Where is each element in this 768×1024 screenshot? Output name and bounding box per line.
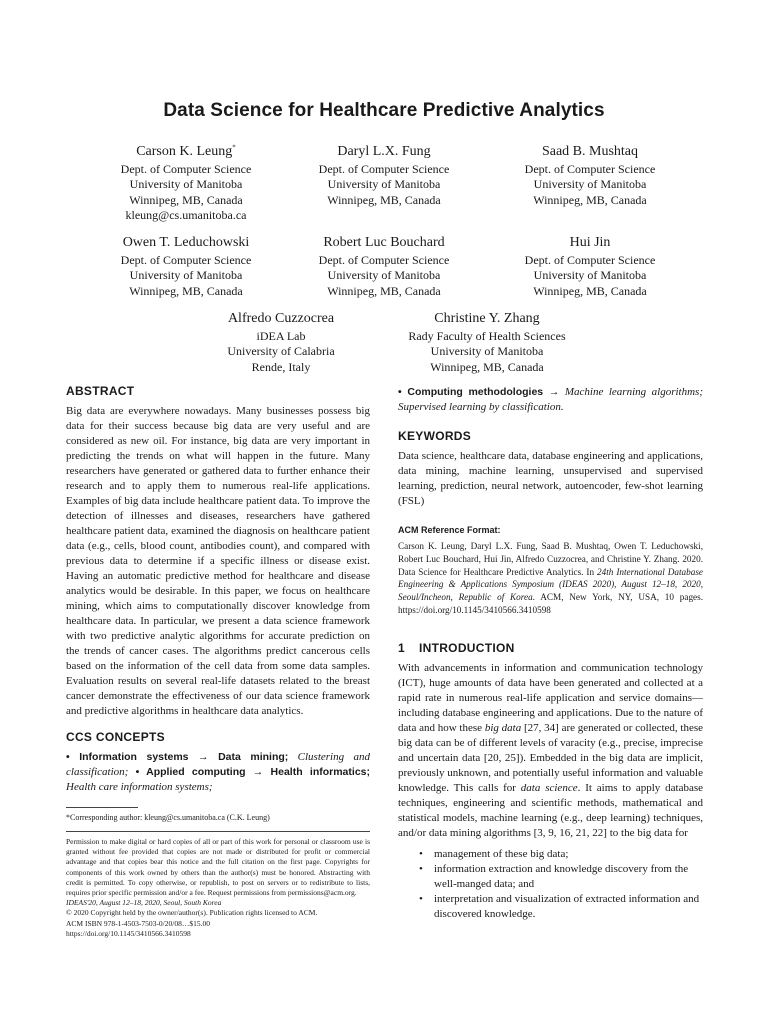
author-name: Carson K. Leung bbox=[136, 144, 233, 159]
paper-title: Data Science for Healthcare Predictive Analytics bbox=[163, 100, 605, 121]
author-dept: Rady Faculty of Health Sciences bbox=[408, 329, 566, 343]
author-dept: Dept. of Computer Science bbox=[318, 162, 450, 176]
author-university: University of Calabria bbox=[227, 344, 335, 359]
author-name: Owen T. Leduchowski bbox=[122, 235, 250, 250]
ccs-concept-1: • Information systems → Data mining; bbox=[66, 751, 289, 763]
ccs-concepts bbox=[66, 750, 370, 795]
ccs-concepts-continued bbox=[398, 385, 703, 415]
author-dept: Dept. of Computer Science bbox=[524, 162, 656, 176]
ccs-heading: CCS CONCEPTS bbox=[66, 730, 165, 744]
author-block bbox=[377, 310, 597, 375]
intro-paragraph: With advancements in information and communication technology (ICT), huge amounts of data have been generated and collected at a rapid rate in numerous real-life application and service domains—including database engineering and applications. Due to the nature of data and how these big data [27, 34] are generated or collected, these big data can be of different levels of varacity (e.g., precise, imprecise and uncertain data [20, 25]). Embedded in the big data are implicit, previously unknown, and potentially useful information and valuable knowledge. This calls for data science. It aims to apply database techniques, engineering and scientific methods, mathematical and statistical models, machine learning (e.g., deep learning) techniques, and/or data mining algorithms [3, 9, 16, 21, 22] to the big data for bbox=[398, 661, 704, 839]
author-location: Winnipeg, MB, Canada bbox=[129, 192, 243, 207]
abstract-text: Big data are everywhere nowadays. Many businesses possess big data for their success because big data are very useful and are considered as new oil. For instance, big data are very important in predicting the trends on what will happen in the future. Many researchers have generated or gathered data to further enhance their research and to apply them to numerous real-life applications. Examples of big data include healthcare patient data. To improve the detection of illnesses and diseases, researchers have gathered healthcare patient data, examined the diagnosis on healthcare patient data (e.g., cells, blood count, antibodies count), and compared with previous data to determine if a specific illness or disease exist. Having an automatic predictive method for healthcare and disease analytics would be desirable. In this paper, we focus on healthcare mining, which aims to computationally discover knowledge from healthcare data. In particular, we present a data science framework with two predictive analytic algorithms for accurate prediction on the trends of cancer cases. The algorithms predict cancerous cells based on the information of the cell data from some data samples. Evaluation results on several real-life datasets related to the breast cancer demonstrate the effectiveness of our data science framework and predictive algorithms in healthcare data analytics. bbox=[66, 405, 370, 717]
author-block bbox=[274, 234, 494, 299]
list-item: • management of these big data; bbox=[419, 847, 569, 860]
ccs-concept-2: • Applied computing → Health informatics; bbox=[128, 766, 370, 778]
ccs-sub-2: Health care information systems; bbox=[66, 781, 213, 793]
author-dept: Dept. of Computer Science bbox=[318, 253, 450, 267]
acm-ref-venue: 24th International Database Engineering & Applications Symposium (IDEAS 2020), August 12–18, 2020, Seoul/Incheon, Republic of Korea bbox=[398, 566, 703, 603]
author-name: Hui Jin bbox=[569, 235, 611, 250]
author-dept: Dept. of Computer Science bbox=[524, 253, 656, 267]
section-title: INTRODUCTION bbox=[418, 640, 515, 655]
permission-divider bbox=[66, 831, 370, 832]
acm-reference: Carson K. Leung, Daryl L.X. Fung, Saad B. Mushtaq, Owen T. Leduchowski, Robert Luc Bouchard, Hui Jin, Alfredo Cuzzocrea, and Christine Y. Zhang. 2020. Data Science for Healthcare Predictive Analytics. In 24th International Database Engineering & Applications Symposium (IDEAS 2020), August 12–18, 2020, Seoul/Incheon, Republic of Korea. ACM, New York, NY, USA, 10 pages. https://doi.org/10.1145/3410566.3410598 bbox=[398, 541, 703, 615]
author-university: University of Manitoba bbox=[129, 177, 243, 192]
right-column bbox=[398, 382, 703, 922]
corresponding-mark: * bbox=[232, 143, 236, 152]
author-block bbox=[480, 234, 700, 299]
author-dept: Dept. of Computer Science bbox=[120, 162, 252, 176]
doi-link[interactable]: https://doi.org/10.1145/3410566.3410598 bbox=[66, 928, 191, 938]
keywords-text: Data science, healthcare data, database engineering and applications, data mining, machine learning, unsupervised and supervised learning, prediction, neural network, autoencoder, few-shot learning (FSL) bbox=[398, 450, 703, 507]
bullet-icon: • bbox=[419, 847, 423, 860]
ccs-concept-3: • Computing methodologies → bbox=[398, 386, 560, 398]
author-university: University of Manitoba bbox=[430, 344, 544, 359]
author-block bbox=[171, 310, 391, 375]
author-name: Christine Y. Zhang bbox=[434, 311, 540, 326]
author-name: Saad B. Mushtaq bbox=[541, 144, 639, 159]
bullet-icon: • bbox=[419, 862, 423, 875]
author-name: Robert Luc Bouchard bbox=[323, 235, 445, 250]
list-item: • interpretation and visualization of extracted information and discovered knowledge. bbox=[419, 892, 700, 920]
author-location: Winnipeg, MB, Canada bbox=[430, 359, 544, 374]
conference-venue: IDEAS'20, August 12–18, 2020, Seoul, South Korea bbox=[66, 898, 222, 908]
abstract-heading: ABSTRACT bbox=[66, 384, 135, 398]
author-email: kleung@cs.umanitoba.ca bbox=[125, 207, 247, 222]
author-university: University of Manitoba bbox=[533, 177, 647, 192]
intro-bullet-list bbox=[398, 847, 703, 922]
left-column bbox=[66, 382, 370, 939]
permission-notice: Permission to make digital or hard copies of all or part of this work for personal or classroom use is granted without fee provided that copies are not made or distributed for profit or commercial advantage and that copies bear this notice and the full citation on the first page. Copyrights for components of this work owned by others than the author(s) must be honored. Abstracting with credit is permitted. To copy otherwise, or republish, to post on servers or to redistribute to lists, requires prior specific permission and/or a fee. Request permissions from permissions@acm.org. bbox=[66, 837, 370, 898]
ccs-sub-3: Machine learning algorithms; Supervised learning by classification. bbox=[398, 386, 703, 413]
author-name: Daryl L.X. Fung bbox=[337, 144, 431, 159]
author-dept: iDEA Lab bbox=[256, 329, 306, 343]
author-block bbox=[480, 143, 700, 208]
corresponding-footnote: *Corresponding author: kleung@cs.umanitoba.ca (C.K. Leung) bbox=[66, 813, 270, 822]
author-location: Winnipeg, MB, Canada bbox=[327, 192, 441, 207]
author-location: Winnipeg, MB, Canada bbox=[327, 283, 441, 298]
author-dept: Dept. of Computer Science bbox=[120, 253, 252, 267]
author-university: University of Manitoba bbox=[327, 268, 441, 283]
author-location: Winnipeg, MB, Canada bbox=[129, 283, 243, 298]
author-location: Rende, Italy bbox=[251, 359, 311, 374]
bullet-icon: • bbox=[419, 892, 423, 905]
author-university: University of Manitoba bbox=[533, 268, 647, 283]
ccs-sub-1: Clustering and classification; bbox=[66, 751, 370, 778]
copyright-line: © 2020 Copyright held by the owner/author(s). Publication rights licensed to ACM. bbox=[66, 908, 318, 918]
keywords-heading: KEYWORDS bbox=[398, 429, 472, 443]
author-block bbox=[274, 143, 494, 208]
author-university: University of Manitoba bbox=[327, 177, 441, 192]
author-block bbox=[76, 143, 296, 223]
isbn-line: ACM ISBN 978-1-4503-7503-0/20/08…$15.00 bbox=[66, 918, 210, 928]
list-item: • information extraction and knowledge discovery from the well-manged data; and bbox=[419, 862, 689, 890]
author-location: Winnipeg, MB, Canada bbox=[533, 283, 647, 298]
acm-ref-heading: ACM Reference Format: bbox=[398, 525, 501, 535]
intro-heading bbox=[398, 639, 703, 657]
footnote-divider bbox=[66, 807, 138, 808]
author-block bbox=[76, 234, 296, 299]
section-number: 1 bbox=[398, 640, 405, 655]
author-location: Winnipeg, MB, Canada bbox=[533, 192, 647, 207]
author-name: Alfredo Cuzzocrea bbox=[227, 311, 335, 326]
author-university: University of Manitoba bbox=[129, 268, 243, 283]
